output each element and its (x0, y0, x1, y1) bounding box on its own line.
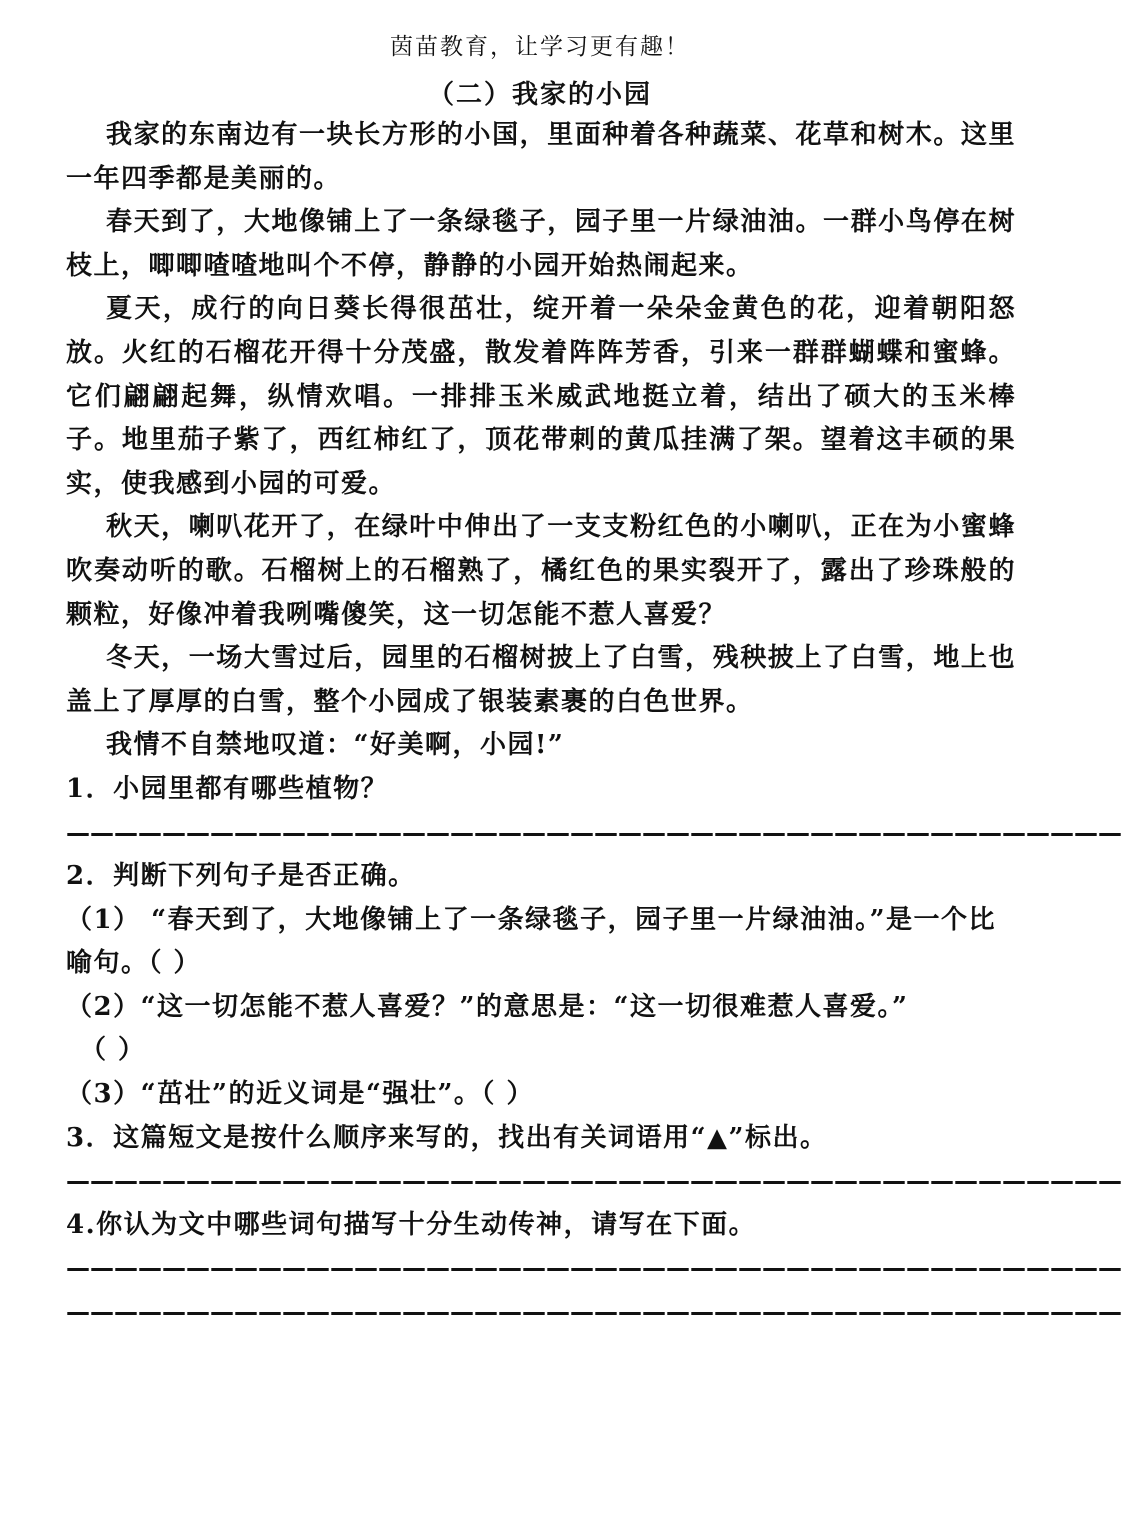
answer-line-q4-2[interactable]: ———————————————————————————————————————————— (66, 1298, 1122, 1327)
question-2-item-2-bracket[interactable]: （ ） (80, 1035, 146, 1066)
paragraph-autumn: 秋天，喇叭花开了，在绿叶中伸出了一支支粉红色的小喇叭，正在为小蜜蜂吹奏动听的歌。石榴树上的石榴熟了，橘红色的果实裂开了，露出了珍珠般的颗粒，好像冲着我咧嘴傻笑，这一切怎能不惹人喜爱？ (66, 512, 1016, 630)
passage-title: （二）我家的小园 (427, 80, 652, 110)
page-header: 茵苗教育，让学习更有趣！ (390, 34, 690, 60)
question-2-item-3: （3）“茁壮”的近义词是“强壮”。（ ） (66, 1079, 534, 1110)
paragraph-spring: 春天到了，大地像铺上了一条绿毯子，园子里一片绿油油。一群小鸟停在树枝上，唧唧喳喳地叫个不停，静静的小园开始热闹起来。 (66, 207, 1016, 281)
question-2-item-2: （2）“这一切怎能不惹人喜爱？”的意思是：“这一切很难惹人喜爱。” (66, 991, 909, 1022)
paragraph-conclusion: 我情不自禁地叹道：“好美啊，小园!” (106, 730, 565, 761)
question-3: 3．这篇短文是按什么顺序来写的，找出有关词语用“▲”标出。 (66, 1122, 828, 1153)
passage-content (66, 114, 1122, 1335)
question-2: 2．判断下列句子是否正确。 (66, 861, 416, 892)
answer-line-q3[interactable]: ———————————————————————————————————————————— (66, 1167, 1122, 1196)
paragraph-winter: 冬天，一场大雪过后，园里的石榴树披上了白雪，残秧披上了白雪，地上也盖上了厚厚的白雪，整个小园成了银装素裹的白色世界。 (66, 643, 1016, 717)
question-2-item-1: （1） “春天到了，大地像铺上了一条绿毯子，园子里一片绿油油。”是一个比喻句。（ ） (66, 904, 997, 979)
question-4: 4.你认为文中哪些词句描写十分生动传神，请写在下面。 (66, 1209, 757, 1240)
paragraph-intro: 我家的东南边有一块长方形的小国，里面种着各种蔬菜、花草和树木。这里一年四季都是美丽的。 (66, 120, 1016, 194)
question-1: 1．小园里都有哪些植物？ (66, 773, 389, 804)
answer-line-q4-1[interactable]: ———————————————————————————————————————————— (66, 1254, 1122, 1283)
paragraph-summer: 夏天，成行的向日葵长得很茁壮，绽开着一朵朵金黄色的花，迎着朝阳怒放。火红的石榴花开得十分茂盛，散发着阵阵芳香，引来一群群蝴蝶和蜜蜂。它们翩翩起舞，纵情欢唱。一排排玉米威武地挺立着，结出了硕大的玉米棒子。地里茄子紫了，西红柿红了，顶花带刺的黄瓜挂满了架。望着这丰硕的果实，使我感到小园的可爱。 (66, 294, 1016, 499)
answer-line-q1[interactable]: ———————————————————————————————————————————— (66, 818, 1122, 847)
